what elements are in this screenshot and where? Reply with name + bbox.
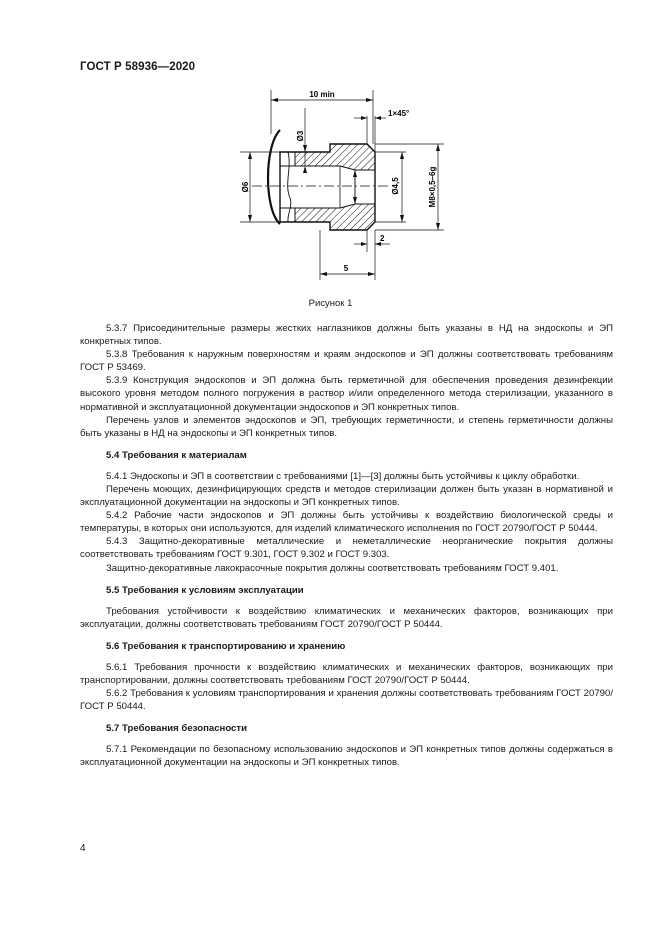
section-heading-5-4: 5.4 Требования к материалам bbox=[106, 449, 247, 461]
section-heading-5-7: 5.7 Требования безопасности bbox=[106, 723, 247, 735]
dim-depth-label: 5 bbox=[343, 264, 349, 273]
dim-gap-label: 2 bbox=[380, 234, 385, 243]
paragraph-5-3-9-list: Перечень узлов и элементов эндоскопов и ЭП, требующих герметичности, и степень герметичности должны быть указаны в НД на эндоскопы и ЭП конкретных типов. bbox=[80, 414, 613, 439]
page-number: 4 bbox=[80, 843, 86, 854]
paragraph-5-4-3: 5.4.3 Защитно-декоративные металлические и неметаллические неорганические покрытия должны соответствовать требованиям ГОСТ 9.301, ГОСТ 9.302 и ГОСТ 9.303. bbox=[80, 536, 613, 561]
paragraph-5-5: Требования устойчивости к воздействию климатических и механических факторов, возникающих при эксплуатации, должны соответствовать требованиям ГОСТ 20790/ГОСТ Р 50444. bbox=[80, 605, 613, 630]
paragraph-5-6-2: 5.6.2 Требования к условиям транспортирования и хранения должны соответствовать требованиям ГОСТ 20790/ГОСТ Р 50444. bbox=[80, 687, 613, 713]
lower-hatched-section bbox=[295, 204, 375, 230]
dim-d3-label: Ø3 bbox=[296, 130, 305, 142]
paragraph-5-3-8: 5.3.8 Требования к наружным поверхностям и краям эндоскопов и ЭП должны соответствовать требованиям ГОСТ Р 53469. bbox=[80, 349, 613, 374]
dim-d6-label: Ø6 bbox=[241, 181, 250, 193]
eyepiece-cross-section-svg bbox=[230, 88, 470, 288]
paragraph-5-3-9: 5.3.9 Конструкция эндоскопов и ЭП должна быть герметичной для обеспечения проведения дезинфекции высокого уровня методом полного погружения в раствор и/или определенного метода стерилизации, указанного в нормативной и эксплуатационной документации эндоскопов и ЭП конкретных типов. bbox=[80, 375, 613, 413]
paragraph-5-7-1: 5.7.1 Рекомендации по безопасному использованию эндоскопов и ЭП конкретных типов должны содержаться в эксплуатационной документации на эндоскопы и ЭП конкретных типов. bbox=[80, 744, 613, 769]
paragraph-5-4-2: 5.4.2 Рабочие части эндоскопов и ЭП должны быть устойчивы к воздействию биологической среды и температуры, в которых они используются, для изделий климатического исполнения по ГОСТ 20790/ГОСТ Р 50444. bbox=[80, 510, 613, 535]
dim-thread-label: M8×0,5–6g bbox=[428, 166, 437, 208]
document-body bbox=[80, 322, 613, 769]
upper-hatched-section bbox=[295, 144, 375, 170]
document-header: ГОСТ Р 58936—2020 bbox=[80, 61, 196, 73]
dim-chamfer-label: 1×45° bbox=[388, 109, 410, 118]
section-heading-5-6: 5.6 Требования к транспортированию и хранению bbox=[106, 640, 346, 652]
figure-caption: Рисунок 1 bbox=[308, 298, 353, 309]
dim-d45-label: Ø4,5 bbox=[391, 177, 400, 195]
eyecup-curve bbox=[268, 130, 280, 224]
paragraph-5-3-7: 5.3.7 Присоединительные размеры жестких наглазников должны быть указаны в НД на эндоскопы и ЭП конкретных типов. bbox=[80, 323, 613, 348]
dim-length-label: 10 min bbox=[309, 90, 335, 99]
paragraph-5-6-1: 5.6.1 Требования прочности к воздействию климатических и механических факторов, возникающих при транспортировании, должны соответствовать требованиям ГОСТ 20790/ГОСТ Р 50444. bbox=[80, 661, 613, 686]
paragraph-5-4-1-list: Перечень моющих, дезинфицирующих средств и методов стерилизации должен быть указан в нормативной и эксплуатационной документации на эндоскопы и ЭП конкретных типов. bbox=[80, 483, 613, 509]
paragraph-5-4-1: 5.4.1 Эндоскопы и ЭП в соответствии с требованиями [1]—[3] должны быть устойчивы к циклу обработки. bbox=[106, 470, 580, 482]
section-heading-5-5: 5.5 Требования к условиям эксплуатации bbox=[106, 584, 304, 596]
technical-drawing bbox=[230, 88, 470, 288]
paragraph-5-4-3-coatings: Защитно-декоративные лакокрасочные покрытия должны соответствовать требованиям ГОСТ 9.401. bbox=[106, 562, 559, 574]
